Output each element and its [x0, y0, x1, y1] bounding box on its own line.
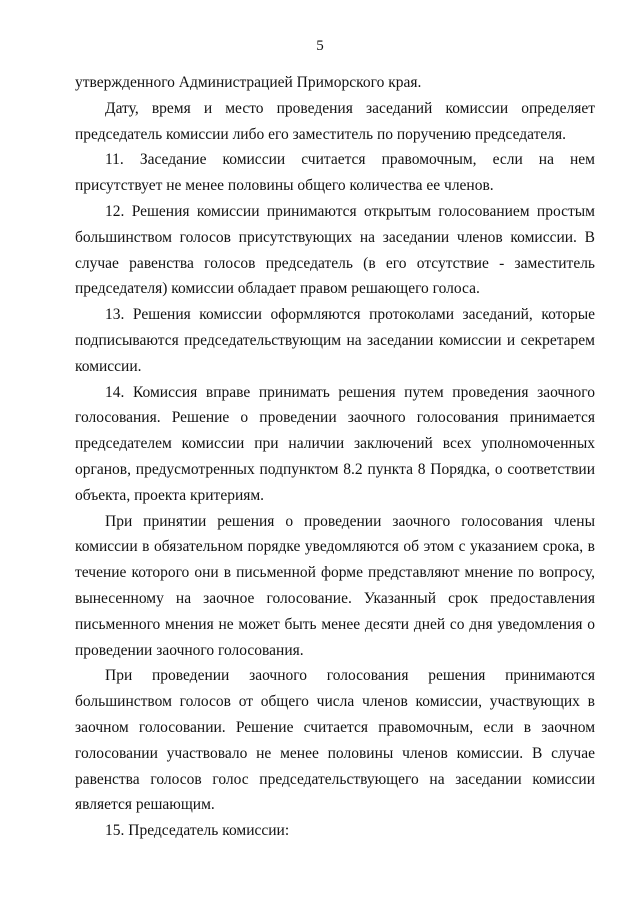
paragraph-meeting-schedule: Дату, время и место проведения заседаний комиссии определяет председатель комиссии либо его заместитель по поручению председателя. [75, 99, 595, 143]
paragraph-absentee-notification: При принятии решения о проведении заочного голосования члены комиссии в обязательном порядке уведомляются об этом с указанием срока, в течение которого они в письменной форме представляют мнение по вопросу, вынесенному на заочное голосование. Указанный срок предоставления письменного мнения не может быть менее десяти дней со дня уведомления о проведении заочного голосования. [75, 512, 595, 659]
paragraph-14-absentee-voting: 14. Комиссия вправе принимать решения путем проведения заочного голосования. Решение о проведении заочного голосования принимается председателем комиссии при наличии заключений всех уполномоченных органов, предусмотренных подпунктом 8.2 пункта 8 Порядка, о соответствии объекта, проекта критериям. [75, 383, 595, 504]
paragraph-12-decisions: 12. Решения комиссии принимаются открытым голосованием простым большинством голосов присутствующих на заседании членов комиссии. В случае равенства голосов председатель (в его отсутствие - заместитель председателя) комиссии обладает правом решающего голоса. [75, 202, 595, 298]
paragraph-13-protocols: 13. Решения комиссии оформляются протоколами заседаний, которые подписываются председательствующим на заседании комиссии и секретарем комиссии. [75, 306, 595, 375]
paragraph-15-chairman: 15. Председатель комиссии: [105, 822, 290, 840]
paragraph-absentee-majority: При проведении заочного голосования решения принимаются большинством голосов от общего числа членов комиссии, участвующих в заочном голосовании. Решение считается правомочным, если в заочном голосовании участвовало не менее половины членов комиссии. В случае равенства голосов голос председательствующего на заседании комиссии является решающим. [75, 667, 595, 814]
paragraph-continuation: утвержденного Администрацией Приморского края. [75, 74, 422, 91]
document-body [75, 70, 595, 844]
paragraph-11-quorum: 11. Заседание комиссии считается правомочным, если на нем присутствует не менее половины общего количества ее членов. [75, 151, 595, 195]
page-number: 5 [316, 38, 324, 54]
